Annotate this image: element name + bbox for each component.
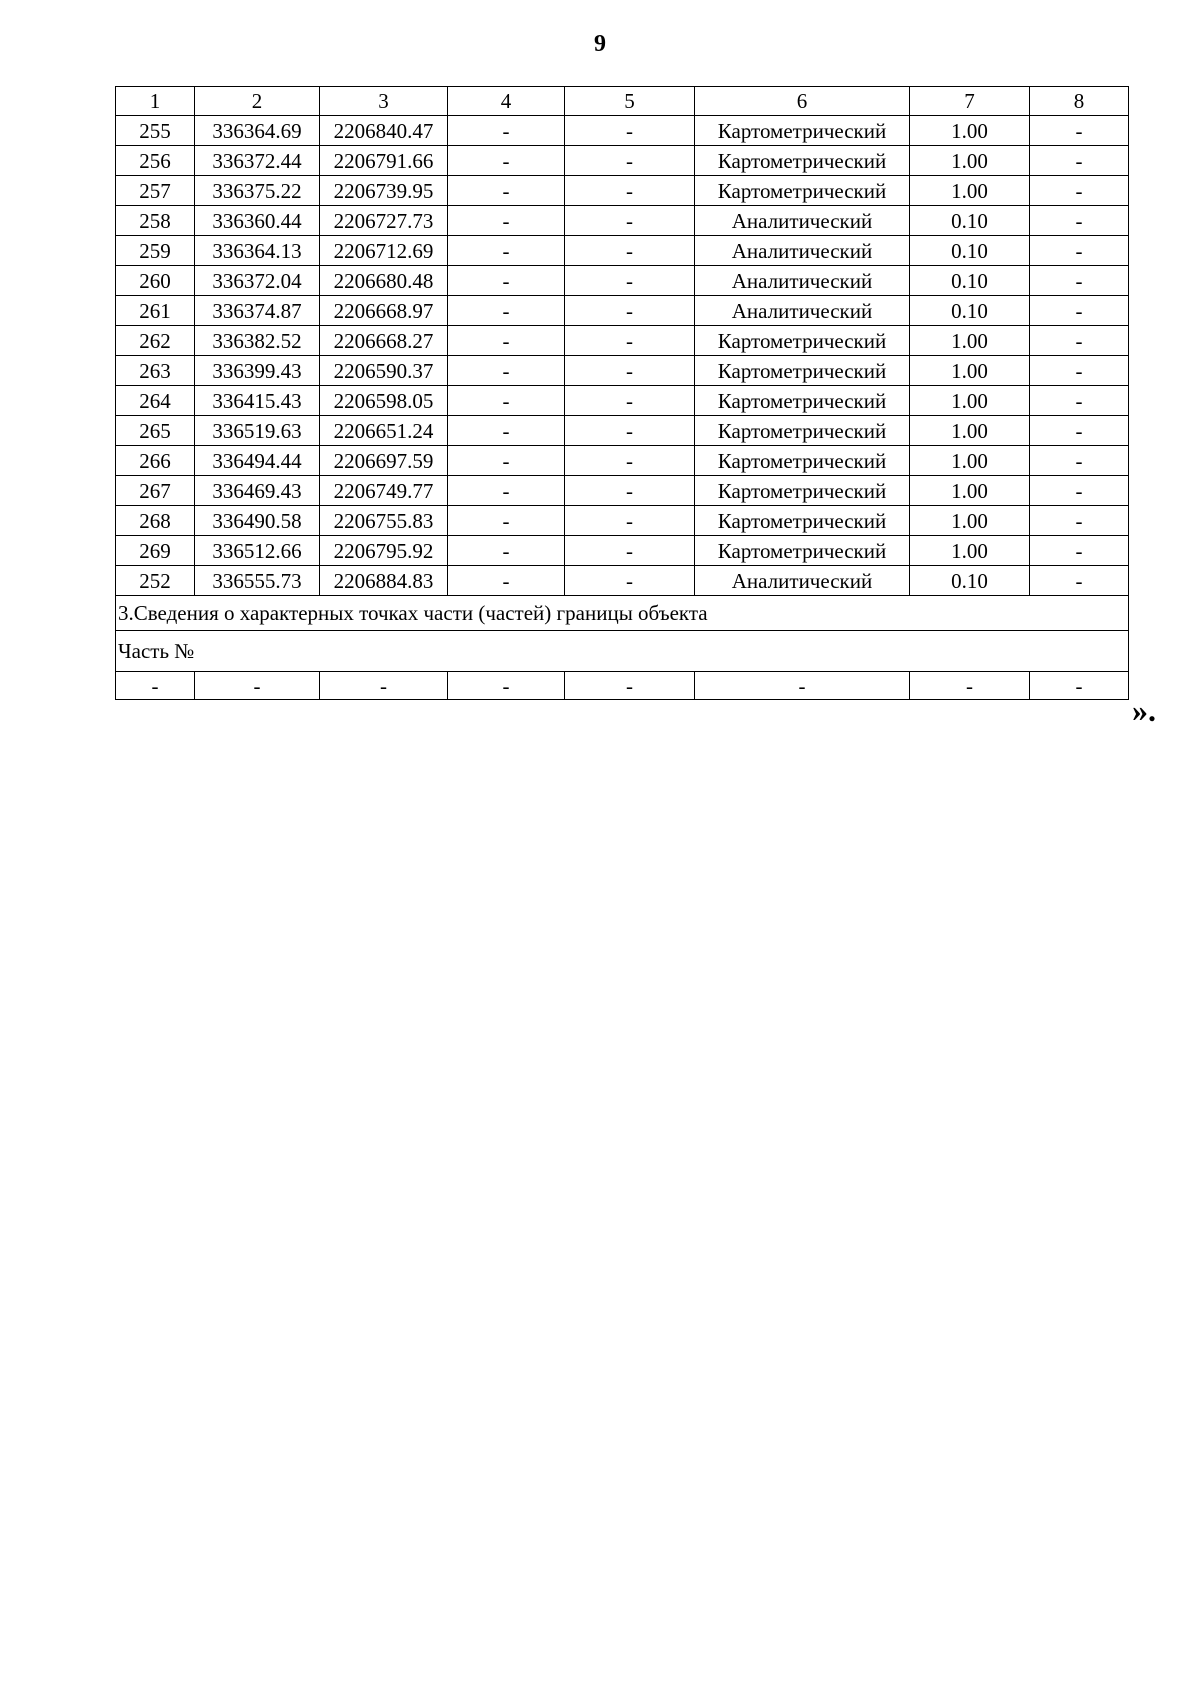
table-cell: 257 xyxy=(116,176,195,206)
table-row xyxy=(116,176,1129,206)
table-cell: 2206791.66 xyxy=(320,146,448,176)
table-cell: 336469.43 xyxy=(195,476,320,506)
table-cell: 0.10 xyxy=(910,266,1030,296)
table-cell: - xyxy=(565,536,695,566)
table-cell: Картометрический xyxy=(695,356,910,386)
column-header: 5 xyxy=(565,87,695,116)
table-cell: 264 xyxy=(116,386,195,416)
table-cell: 1.00 xyxy=(910,356,1030,386)
table-cell: 260 xyxy=(116,266,195,296)
table-cell: - xyxy=(1030,536,1129,566)
table-cell: - xyxy=(448,566,565,596)
empty-cell: - xyxy=(448,672,565,700)
table-cell: 1.00 xyxy=(910,116,1030,146)
table-cell: 2206598.05 xyxy=(320,386,448,416)
table-cell: Картометрический xyxy=(695,446,910,476)
table-cell: - xyxy=(1030,446,1129,476)
table-row xyxy=(116,566,1129,596)
empty-cell: - xyxy=(910,672,1030,700)
table-cell: Аналитический xyxy=(695,266,910,296)
table-cell: - xyxy=(448,296,565,326)
table-body xyxy=(116,87,1129,596)
table-cell: 2206739.95 xyxy=(320,176,448,206)
table-cell: 263 xyxy=(116,356,195,386)
column-header: 2 xyxy=(195,87,320,116)
column-header: 8 xyxy=(1030,87,1129,116)
table-cell: 336494.44 xyxy=(195,446,320,476)
table-cell: 2206727.73 xyxy=(320,206,448,236)
table-cell: 2206590.37 xyxy=(320,356,448,386)
table-cell: 336360.44 xyxy=(195,206,320,236)
column-header: 1 xyxy=(116,87,195,116)
table-footer xyxy=(116,596,1129,700)
table-cell: 2206680.48 xyxy=(320,266,448,296)
table-cell: 252 xyxy=(116,566,195,596)
table-row xyxy=(116,326,1129,356)
table-cell: - xyxy=(565,266,695,296)
table-row xyxy=(116,416,1129,446)
table-cell: - xyxy=(565,176,695,206)
table-row xyxy=(116,296,1129,326)
table-cell: - xyxy=(1030,176,1129,206)
table-cell: 0.10 xyxy=(910,566,1030,596)
table-cell: 1.00 xyxy=(910,326,1030,356)
empty-cell: - xyxy=(1030,672,1129,700)
table-cell: 255 xyxy=(116,116,195,146)
table-cell: - xyxy=(565,416,695,446)
table-cell: 336375.22 xyxy=(195,176,320,206)
table-cell: 336399.43 xyxy=(195,356,320,386)
table-cell: 336364.69 xyxy=(195,116,320,146)
table-cell: - xyxy=(448,236,565,266)
table-row xyxy=(116,266,1129,296)
table-cell: 336372.44 xyxy=(195,146,320,176)
table-cell: - xyxy=(565,236,695,266)
table-cell: 336415.43 xyxy=(195,386,320,416)
table-cell: - xyxy=(1030,356,1129,386)
empty-cell: - xyxy=(695,672,910,700)
empty-cell: - xyxy=(116,672,195,700)
table-cell: 262 xyxy=(116,326,195,356)
table-cell: 1.00 xyxy=(910,446,1030,476)
table-cell: 2206712.69 xyxy=(320,236,448,266)
table-cell: - xyxy=(448,356,565,386)
empty-part-row xyxy=(116,672,1129,700)
table-row xyxy=(116,446,1129,476)
table-cell: 336382.52 xyxy=(195,326,320,356)
table-row xyxy=(116,536,1129,566)
column-header: 3 xyxy=(320,87,448,116)
table-cell: - xyxy=(565,206,695,236)
empty-cell: - xyxy=(565,672,695,700)
table-cell: 0.10 xyxy=(910,236,1030,266)
closing-quote-mark: ». xyxy=(1132,692,1156,728)
table-cell: - xyxy=(448,416,565,446)
table-row xyxy=(116,206,1129,236)
table-cell: 336364.13 xyxy=(195,236,320,266)
table-row xyxy=(116,386,1129,416)
table-cell: 269 xyxy=(116,536,195,566)
table-cell: Картометрический xyxy=(695,536,910,566)
table-cell: - xyxy=(565,476,695,506)
table-cell: 2206697.59 xyxy=(320,446,448,476)
table-cell: - xyxy=(448,476,565,506)
table-cell: 1.00 xyxy=(910,146,1030,176)
table-cell: - xyxy=(448,266,565,296)
table-cell: - xyxy=(1030,116,1129,146)
table-cell: - xyxy=(565,116,695,146)
empty-cell: - xyxy=(320,672,448,700)
table-cell: 1.00 xyxy=(910,386,1030,416)
table-cell: 336519.63 xyxy=(195,416,320,446)
table-cell: - xyxy=(1030,566,1129,596)
table-cell: 261 xyxy=(116,296,195,326)
table-cell: Аналитический xyxy=(695,236,910,266)
table-cell: 258 xyxy=(116,206,195,236)
table-row xyxy=(116,506,1129,536)
table-cell: - xyxy=(565,506,695,536)
table-cell: 2206749.77 xyxy=(320,476,448,506)
table-cell: - xyxy=(448,506,565,536)
table-cell: 336372.04 xyxy=(195,266,320,296)
table-cell: 1.00 xyxy=(910,176,1030,206)
table-cell: 256 xyxy=(116,146,195,176)
table-cell: - xyxy=(565,146,695,176)
table-cell: - xyxy=(1030,506,1129,536)
table-cell: 336512.66 xyxy=(195,536,320,566)
table-cell: - xyxy=(1030,206,1129,236)
column-header: 7 xyxy=(910,87,1030,116)
table-cell: Аналитический xyxy=(695,206,910,236)
table-cell: 265 xyxy=(116,416,195,446)
table-cell: 259 xyxy=(116,236,195,266)
table-cell: - xyxy=(1030,236,1129,266)
table-cell: - xyxy=(1030,326,1129,356)
table-cell: 267 xyxy=(116,476,195,506)
table-cell: - xyxy=(565,296,695,326)
table-cell: 336555.73 xyxy=(195,566,320,596)
boundary-points-table xyxy=(115,86,1129,700)
table-cell: 2206840.47 xyxy=(320,116,448,146)
table-cell: - xyxy=(565,326,695,356)
table-cell: - xyxy=(1030,296,1129,326)
table-cell: Картометрический xyxy=(695,506,910,536)
table-row xyxy=(116,116,1129,146)
section-title-row xyxy=(116,596,1129,631)
table-row xyxy=(116,146,1129,176)
table-cell: Аналитический xyxy=(695,566,910,596)
part-label-row xyxy=(116,631,1129,672)
table-cell: Картометрический xyxy=(695,326,910,356)
section-title: 3.Сведения о характерных точках части (частей) границы объекта xyxy=(116,596,1129,631)
table-cell: 2206884.83 xyxy=(320,566,448,596)
table-cell: 1.00 xyxy=(910,506,1030,536)
table-cell: 0.10 xyxy=(910,206,1030,236)
table-cell: - xyxy=(565,386,695,416)
empty-cell: - xyxy=(195,672,320,700)
table-cell: Картометрический xyxy=(695,146,910,176)
table-cell: - xyxy=(565,356,695,386)
table-cell: 336490.58 xyxy=(195,506,320,536)
part-label: Часть № xyxy=(116,631,1129,672)
table-row xyxy=(116,356,1129,386)
table-cell: - xyxy=(1030,146,1129,176)
table-cell: - xyxy=(1030,386,1129,416)
table-cell: 0.10 xyxy=(910,296,1030,326)
table-cell: 1.00 xyxy=(910,476,1030,506)
table-cell: 2206795.92 xyxy=(320,536,448,566)
table-cell: Картометрический xyxy=(695,386,910,416)
table-cell: 1.00 xyxy=(910,416,1030,446)
table-cell: - xyxy=(448,176,565,206)
table-cell: - xyxy=(448,386,565,416)
table-cell: 2206668.97 xyxy=(320,296,448,326)
table-cell: Картометрический xyxy=(695,476,910,506)
table-cell: 2206668.27 xyxy=(320,326,448,356)
table-cell: 1.00 xyxy=(910,536,1030,566)
table-cell: - xyxy=(1030,476,1129,506)
table-cell: - xyxy=(1030,266,1129,296)
column-number-row xyxy=(116,87,1129,116)
table-cell: - xyxy=(565,446,695,476)
table-cell: 2206651.24 xyxy=(320,416,448,446)
page-number: 9 xyxy=(594,31,606,57)
table-cell: - xyxy=(448,116,565,146)
table-cell: Картометрический xyxy=(695,116,910,146)
table-cell: Картометрический xyxy=(695,176,910,206)
column-header: 6 xyxy=(695,87,910,116)
table-cell: - xyxy=(1030,416,1129,446)
table-cell: - xyxy=(448,146,565,176)
column-header: 4 xyxy=(448,87,565,116)
table-cell: Аналитический xyxy=(695,296,910,326)
table-cell: - xyxy=(448,206,565,236)
table-cell: - xyxy=(565,566,695,596)
table-cell: - xyxy=(448,536,565,566)
table-cell: - xyxy=(448,326,565,356)
table-row xyxy=(116,476,1129,506)
table-cell: 336374.87 xyxy=(195,296,320,326)
table-cell: 2206755.83 xyxy=(320,506,448,536)
table-cell: Картометрический xyxy=(695,416,910,446)
table-row xyxy=(116,236,1129,266)
table-cell: - xyxy=(448,446,565,476)
table-cell: 268 xyxy=(116,506,195,536)
table-cell: 266 xyxy=(116,446,195,476)
